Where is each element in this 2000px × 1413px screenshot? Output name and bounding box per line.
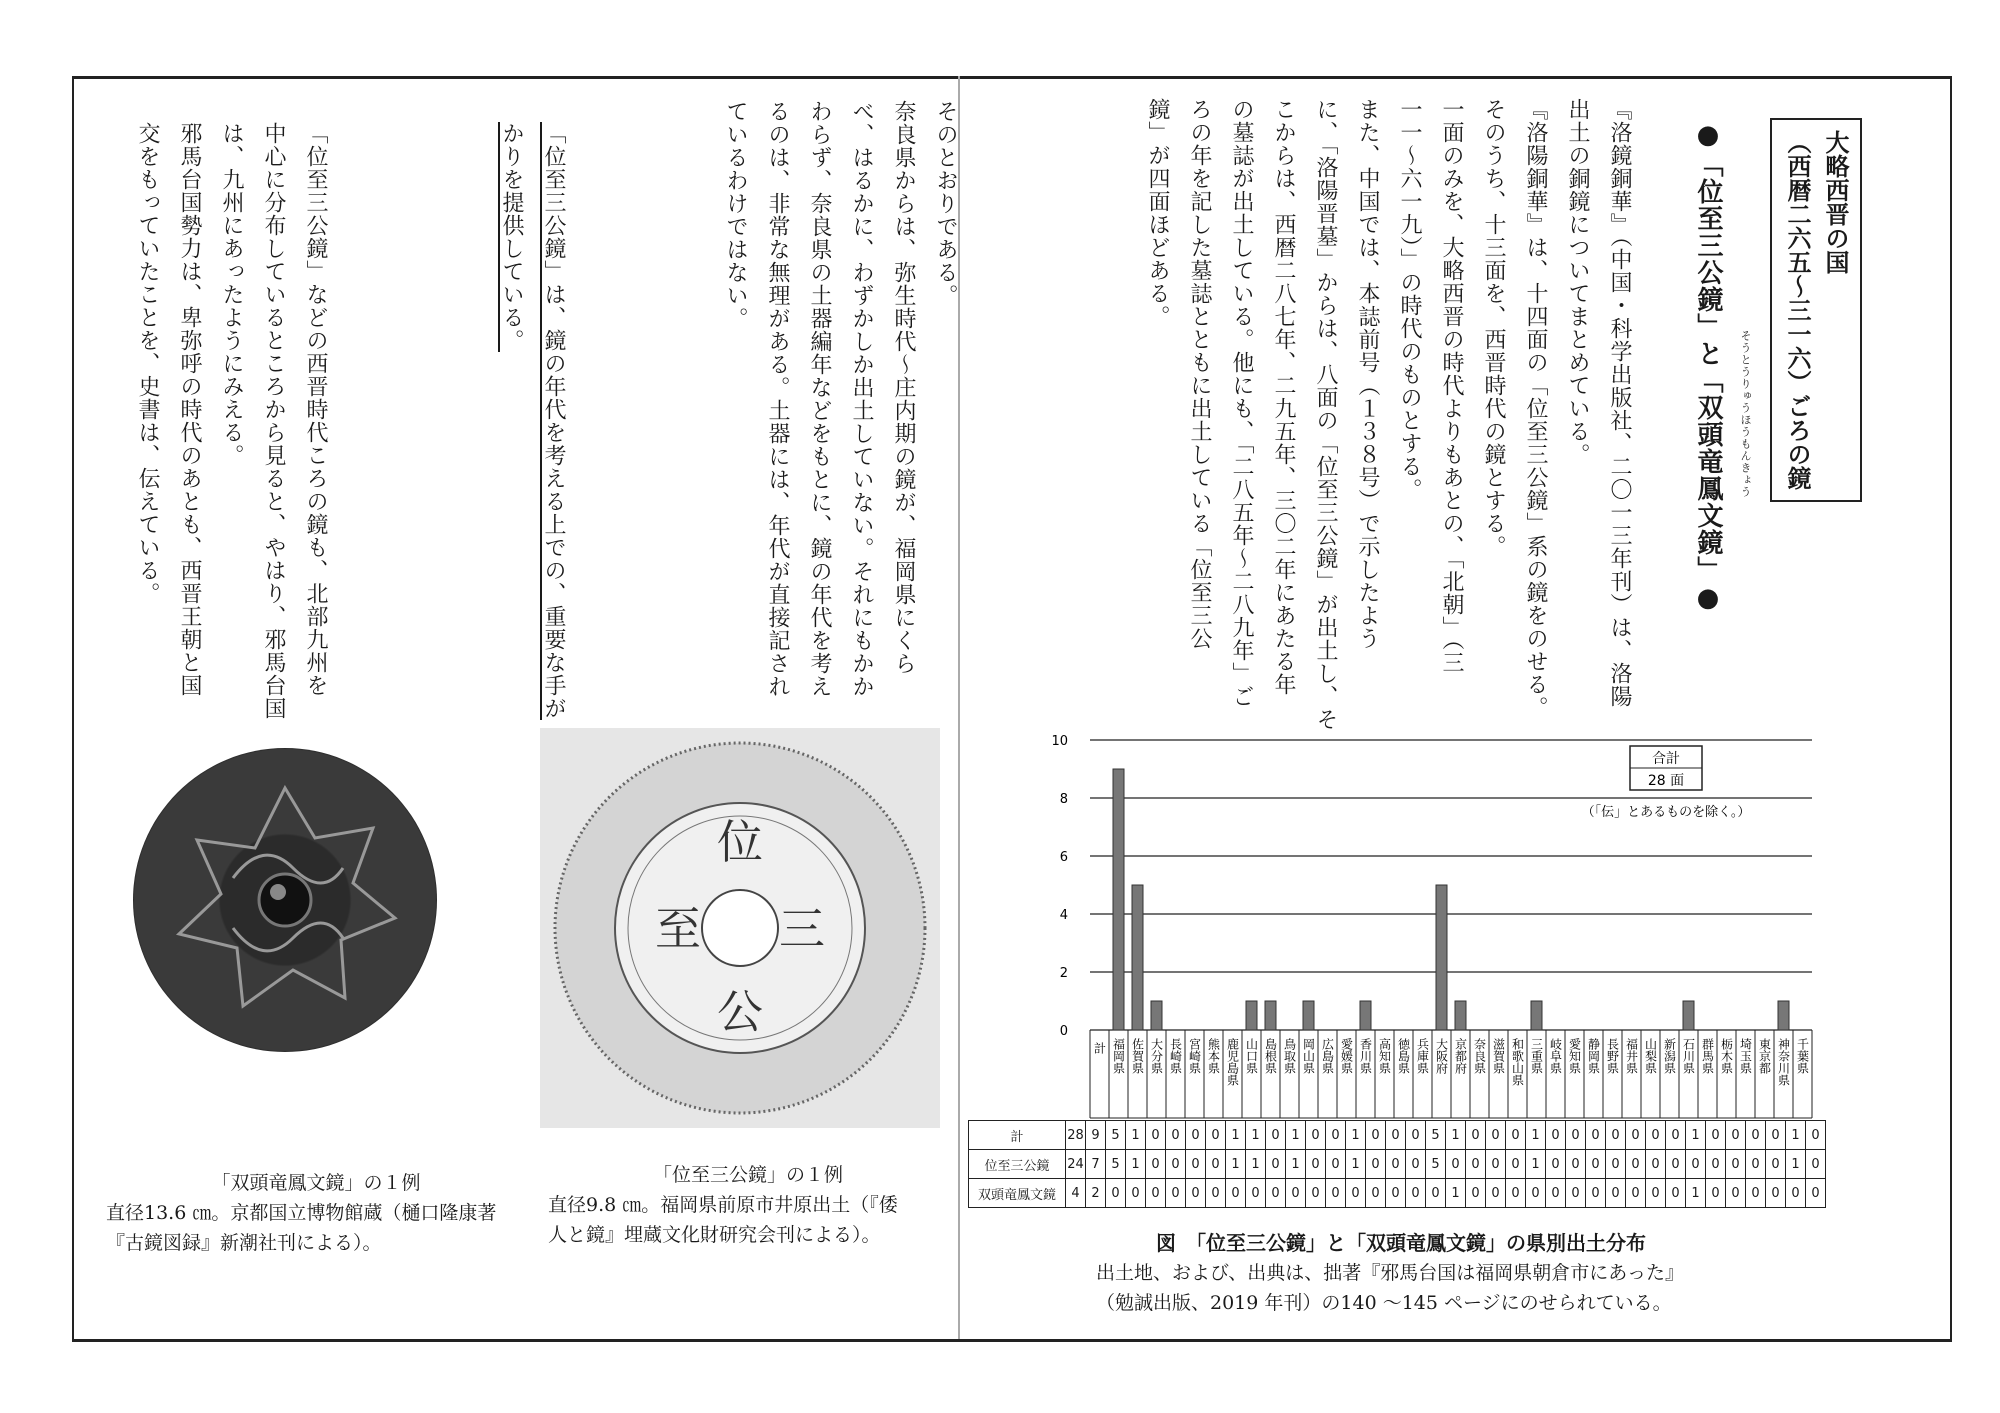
table-cell: 0 <box>1766 1179 1786 1208</box>
section-title-line-1: 大略西晋の国 <box>1821 130 1849 274</box>
bar <box>1113 769 1124 1030</box>
corner-label: 計 <box>1092 1042 1107 1054</box>
table-cell: 0 <box>1546 1150 1566 1179</box>
category-label: 熊本県 <box>1206 1038 1221 1074</box>
table-cell: 0 <box>1186 1150 1206 1179</box>
table-cell: 0 <box>1166 1179 1186 1208</box>
table-cell: 0 <box>1806 1150 1826 1179</box>
photo-2-caption <box>548 1160 948 1250</box>
table-cell: 0 <box>1566 1179 1586 1208</box>
table-cell: 1 <box>1286 1121 1306 1150</box>
table-cell: 0 <box>1146 1150 1166 1179</box>
category-label: 島根県 <box>1263 1038 1278 1074</box>
left-paragraph: 「位至三公鏡」などの西晋時代ころの鏡も、北部九州を 中心に分布しているところから見ると、やはり、邪馬台国 は、九州にあったようにみえる。 邪馬台国勢力は、卑弥呼の時代のあとも、西晋王朝と国 交をもっていたことを、史書は、伝えている。 <box>135 122 328 720</box>
category-label: 福井県 <box>1624 1038 1639 1074</box>
category-label: 大阪府 <box>1434 1038 1449 1074</box>
table-cell: 0 <box>1426 1179 1446 1208</box>
right-paragraph-2: そのとおりである。 奈良県からは、弥生時代〜庄内期の鏡が、福岡県にくら べ、はるかに、わずかしか出土していない。それにもかか わらず、奈良県の土器編年などをもとに、鏡の年代を考え るのは、非常な無理がある。土器には、年代が直接記され ているわけではない。 <box>723 100 958 698</box>
table-row <box>969 1121 1826 1150</box>
table-cell: 0 <box>1666 1179 1686 1208</box>
table-cell: 0 <box>1386 1179 1406 1208</box>
photo-1-caption <box>106 1168 526 1258</box>
underlined-statement: 「位至三公鏡」は、鏡の年代を考える上での、重要な手が かりを提供している。 <box>499 122 566 720</box>
category-label: 千葉県 <box>1795 1038 1810 1074</box>
mirror-2-char-1: 位 <box>717 815 763 869</box>
table-cell: 0 <box>1626 1150 1646 1179</box>
section-title-box <box>1770 118 1862 502</box>
table-cell: 0 <box>1386 1121 1406 1150</box>
bar <box>1151 1001 1162 1030</box>
category-label: 長野県 <box>1605 1038 1620 1074</box>
table-cell: 0 <box>1466 1179 1486 1208</box>
category-label: 高知県 <box>1377 1038 1392 1074</box>
table-cell: 1 <box>1686 1179 1706 1208</box>
photo-2-caption-line-2: 人と鏡』埋蔵文化財研究会刊による）。 <box>548 1224 881 1246</box>
table-cell: 0 <box>1626 1179 1646 1208</box>
category-label: 群馬県 <box>1700 1038 1715 1074</box>
table-cell: 0 <box>1246 1179 1266 1208</box>
table-cell: 0 <box>1706 1150 1726 1179</box>
mirror-photo-souto <box>133 748 437 1052</box>
table-cell: 0 <box>1286 1179 1306 1208</box>
count-table <box>968 1120 1826 1208</box>
mirror-1-pattern <box>133 748 437 1052</box>
table-cell: 0 <box>1746 1121 1766 1150</box>
table-cell: 0 <box>1546 1179 1566 1208</box>
row-total: 24 <box>1066 1150 1086 1179</box>
category-label: 岐阜県 <box>1548 1038 1563 1074</box>
table-cell: 2 <box>1086 1179 1106 1208</box>
table-cell: 0 <box>1586 1121 1606 1150</box>
bar <box>1683 1001 1694 1030</box>
category-label: 三重県 <box>1529 1038 1544 1074</box>
mirror-photo-ishi <box>540 728 940 1128</box>
table-cell: 0 <box>1666 1121 1686 1150</box>
table-cell: 0 <box>1566 1121 1586 1150</box>
table-cell: 1 <box>1526 1150 1546 1179</box>
table-cell: 0 <box>1266 1179 1286 1208</box>
table-cell: 0 <box>1506 1121 1526 1150</box>
y-tick-label: 10 <box>1051 734 1068 749</box>
photo-1-caption-line-1: 直径13.6 ㎝。京都国立博物館蔵（樋口隆康著 <box>106 1202 497 1224</box>
table-cell: 5 <box>1106 1150 1126 1179</box>
table-cell: 1 <box>1246 1150 1266 1179</box>
table-cell: 0 <box>1226 1179 1246 1208</box>
row-label: 計 <box>969 1121 1066 1150</box>
table-cell: 0 <box>1646 1150 1666 1179</box>
photo-1-caption-line-2: 『古鏡図録』新潮社刊による）。 <box>106 1232 382 1254</box>
table-cell: 0 <box>1566 1150 1586 1179</box>
bar <box>1303 1001 1314 1030</box>
table-cell: 0 <box>1606 1179 1626 1208</box>
table-cell: 0 <box>1626 1121 1646 1150</box>
table-cell: 0 <box>1586 1179 1606 1208</box>
total-box <box>1630 746 1702 790</box>
table-cell: 0 <box>1146 1179 1166 1208</box>
category-label: 埼玉県 <box>1738 1038 1753 1074</box>
table-row <box>969 1150 1826 1179</box>
table-cell: 0 <box>1486 1121 1506 1150</box>
table-cell: 1 <box>1526 1121 1546 1150</box>
category-label: 栃木県 <box>1719 1038 1734 1074</box>
table-cell: 0 <box>1346 1179 1366 1208</box>
bar <box>1265 1001 1276 1030</box>
table-cell: 1 <box>1126 1121 1146 1150</box>
table-cell: 0 <box>1446 1150 1466 1179</box>
category-label: 東京都 <box>1757 1038 1772 1074</box>
category-label: 大分県 <box>1149 1038 1164 1074</box>
chart-note: （「伝」とあるものを除く。） <box>1581 805 1751 820</box>
row-label: 位至三公鏡 <box>969 1150 1066 1179</box>
bar <box>1246 1001 1257 1030</box>
category-label: 山梨県 <box>1643 1038 1658 1074</box>
y-tick-label: 0 <box>1059 1024 1068 1039</box>
table-cell: 0 <box>1306 1121 1326 1150</box>
category-label: 香川県 <box>1358 1038 1373 1074</box>
row-label: 双頭竜鳳文鏡 <box>969 1179 1066 1208</box>
table-cell: 1 <box>1786 1121 1806 1150</box>
category-label: 長崎県 <box>1168 1038 1183 1074</box>
category-label: 静岡県 <box>1586 1038 1601 1074</box>
table-cell: 9 <box>1086 1121 1106 1150</box>
category-label: 神奈川県 <box>1776 1038 1791 1086</box>
table-cell: 0 <box>1326 1150 1346 1179</box>
table-cell: 0 <box>1326 1179 1346 1208</box>
table-cell: 0 <box>1726 1179 1746 1208</box>
table-cell: 0 <box>1806 1179 1826 1208</box>
category-label: 奈良県 <box>1472 1038 1487 1074</box>
table-cell: 1 <box>1286 1150 1306 1179</box>
table-cell: 0 <box>1766 1150 1786 1179</box>
category-label: 佐賀県 <box>1130 1038 1145 1074</box>
table-cell: 0 <box>1326 1121 1346 1150</box>
row-total: 4 <box>1066 1179 1086 1208</box>
table-cell: 0 <box>1786 1179 1806 1208</box>
table-cell: 0 <box>1746 1150 1766 1179</box>
section-title-line-2: （西暦二六五〜三一六）ごろの鏡 <box>1783 130 1811 490</box>
table-cell: 0 <box>1406 1179 1426 1208</box>
bar <box>1778 1001 1789 1030</box>
table-cell: 0 <box>1486 1179 1506 1208</box>
table-cell: 0 <box>1406 1150 1426 1179</box>
category-label: 福岡県 <box>1111 1038 1126 1074</box>
chart-grid <box>1051 734 1812 1118</box>
table-cell: 0 <box>1806 1121 1826 1150</box>
total-value: 28 面 <box>1647 773 1685 789</box>
table-cell: 0 <box>1646 1121 1666 1150</box>
table-cell: 0 <box>1366 1150 1386 1179</box>
table-cell: 0 <box>1146 1121 1166 1150</box>
category-label: 宮崎県 <box>1187 1038 1202 1074</box>
table-cell: 0 <box>1186 1121 1206 1150</box>
table-cell: 1 <box>1346 1150 1366 1179</box>
table-cell: 0 <box>1546 1121 1566 1150</box>
table-cell: 5 <box>1426 1121 1446 1150</box>
category-label: 愛知県 <box>1567 1038 1582 1074</box>
table-cell: 5 <box>1426 1150 1446 1179</box>
category-label: 岡山県 <box>1301 1038 1316 1074</box>
category-label: 鳥取県 <box>1282 1038 1297 1074</box>
photo-2-caption-line-1: 直径9.8 ㎝。福岡県前原市井原出土（『倭 <box>548 1194 898 1216</box>
total-label: 合計 <box>1652 751 1680 767</box>
y-tick-label: 4 <box>1059 908 1068 923</box>
table-cell: 0 <box>1266 1150 1286 1179</box>
table-cell: 0 <box>1506 1179 1526 1208</box>
table-cell: 0 <box>1386 1150 1406 1179</box>
bar <box>1436 885 1447 1030</box>
table-cell: 1 <box>1446 1179 1466 1208</box>
category-label: 愛媛県 <box>1339 1038 1354 1074</box>
table-cell: 1 <box>1346 1121 1366 1150</box>
y-tick-label: 8 <box>1059 792 1068 807</box>
table-cell: 0 <box>1106 1179 1126 1208</box>
table-cell: 0 <box>1666 1150 1686 1179</box>
table-cell: 0 <box>1706 1179 1726 1208</box>
table-cell: 1 <box>1226 1121 1246 1150</box>
figure-caption-line-1: 出土地、および、出典は、拙著『邪馬台国は福岡県朝倉市にあった』 <box>1096 1262 1685 1284</box>
mirror-2-char-3: 三 <box>779 902 825 956</box>
prefecture-bar-chart <box>1000 700 1890 1120</box>
table-cell: 0 <box>1166 1150 1186 1179</box>
table-cell: 0 <box>1186 1179 1206 1208</box>
category-label: 滋賀県 <box>1491 1038 1506 1074</box>
category-label: 広島県 <box>1320 1038 1335 1074</box>
category-label: 新潟県 <box>1662 1038 1677 1074</box>
section-heading: ●「位至三公鏡」と「双頭竜鳳文鏡」● <box>1693 120 1723 614</box>
table-cell: 0 <box>1166 1121 1186 1150</box>
table-cell: 0 <box>1706 1121 1726 1150</box>
table-cell: 0 <box>1726 1150 1746 1179</box>
table-cell: 0 <box>1686 1150 1706 1179</box>
table-cell: 0 <box>1306 1179 1326 1208</box>
table-cell: 0 <box>1466 1150 1486 1179</box>
category-label: 石川県 <box>1681 1038 1696 1074</box>
table-cell: 0 <box>1366 1121 1386 1150</box>
mirror-2-char-2: 至 <box>655 902 701 956</box>
table-cell: 0 <box>1726 1121 1746 1150</box>
category-label: 徳島県 <box>1396 1038 1411 1074</box>
mirror-2-char-4: 公 <box>717 985 763 1039</box>
figure-caption <box>1096 1228 1684 1318</box>
category-label: 鹿児島県 <box>1225 1038 1240 1086</box>
table-cell: 1 <box>1686 1121 1706 1150</box>
table-cell: 0 <box>1606 1121 1626 1150</box>
figure-caption-title: 図 「位至三公鏡」と「双頭竜鳳文鏡」の県別出土分布 <box>1156 1231 1646 1255</box>
table-cell: 0 <box>1406 1121 1426 1150</box>
category-label: 京都府 <box>1453 1038 1468 1074</box>
table-cell: 0 <box>1206 1121 1226 1150</box>
table-cell: 0 <box>1486 1150 1506 1179</box>
heading-ruby: そうとうりゅうほうもんきょう <box>1739 330 1752 498</box>
y-tick-label: 6 <box>1059 850 1068 865</box>
table-cell: 0 <box>1366 1179 1386 1208</box>
table-cell: 0 <box>1206 1179 1226 1208</box>
table-cell: 0 <box>1126 1179 1146 1208</box>
right-paragraph-1: 『洛鏡銅華』（中国・科学出版社、二〇一三年刊）は、洛陽 出土の銅鏡についてまとめている。 『洛陽銅華』は、十四面の「位至三公鏡」系の鏡をのせる。 そのうち、十三面を、西晋時代の鏡とする。 一面のみを、大略西晋の時代よりもあとの、「北朝」（三 一一〜六一九）」の時代のものとする。 また、中国では、本誌前号（１３８号）で示したよう に、「洛陽晋墓」からは、八面の「位至三公鏡」が出土し、そ こからは、西暦二八七年、二九五年、三〇二年にあたる年 の墓誌が出土している。他にも、「二八五年〜二八九年」ご ろの年を記した墓誌とともに出土している「位至三公 鏡」が四面ほどある。 <box>1145 98 1632 731</box>
category-label: 山口県 <box>1244 1038 1259 1074</box>
table-cell: 0 <box>1766 1121 1786 1150</box>
table-cell: 5 <box>1106 1121 1126 1150</box>
table-cell: 0 <box>1586 1150 1606 1179</box>
table-cell: 7 <box>1086 1150 1106 1179</box>
table-cell: 0 <box>1746 1179 1766 1208</box>
category-label: 和歌山県 <box>1510 1038 1525 1086</box>
table-cell: 0 <box>1506 1150 1526 1179</box>
table-cell: 0 <box>1206 1150 1226 1179</box>
table-cell: 1 <box>1126 1150 1146 1179</box>
table-cell: 0 <box>1266 1121 1286 1150</box>
y-tick-label: 2 <box>1059 966 1068 981</box>
bar <box>1455 1001 1466 1030</box>
table-cell: 0 <box>1606 1150 1626 1179</box>
table-cell: 1 <box>1446 1121 1466 1150</box>
table-row <box>969 1179 1826 1208</box>
photo-1-caption-title: 「双頭竜鳳文鏡」の１例 <box>211 1172 421 1194</box>
table-cell: 1 <box>1246 1121 1266 1150</box>
photo-2-caption-title: 「位至三公鏡」の１例 <box>652 1164 843 1186</box>
bar <box>1360 1001 1371 1030</box>
mirror-2-pattern <box>540 728 940 1128</box>
table-cell: 1 <box>1786 1150 1806 1179</box>
bar <box>1132 885 1143 1030</box>
table-cell: 0 <box>1646 1179 1666 1208</box>
table-cell: 1 <box>1226 1150 1246 1179</box>
bar <box>1531 1001 1542 1030</box>
figure-caption-line-2: （勉誠出版、2019 年刊）の140 〜145 ページにのせられている。 <box>1096 1292 1672 1314</box>
row-total: 28 <box>1066 1121 1086 1150</box>
table-cell: 0 <box>1466 1121 1486 1150</box>
table-cell: 0 <box>1526 1179 1546 1208</box>
category-label: 兵庫県 <box>1415 1038 1430 1074</box>
table-cell: 0 <box>1306 1150 1326 1179</box>
